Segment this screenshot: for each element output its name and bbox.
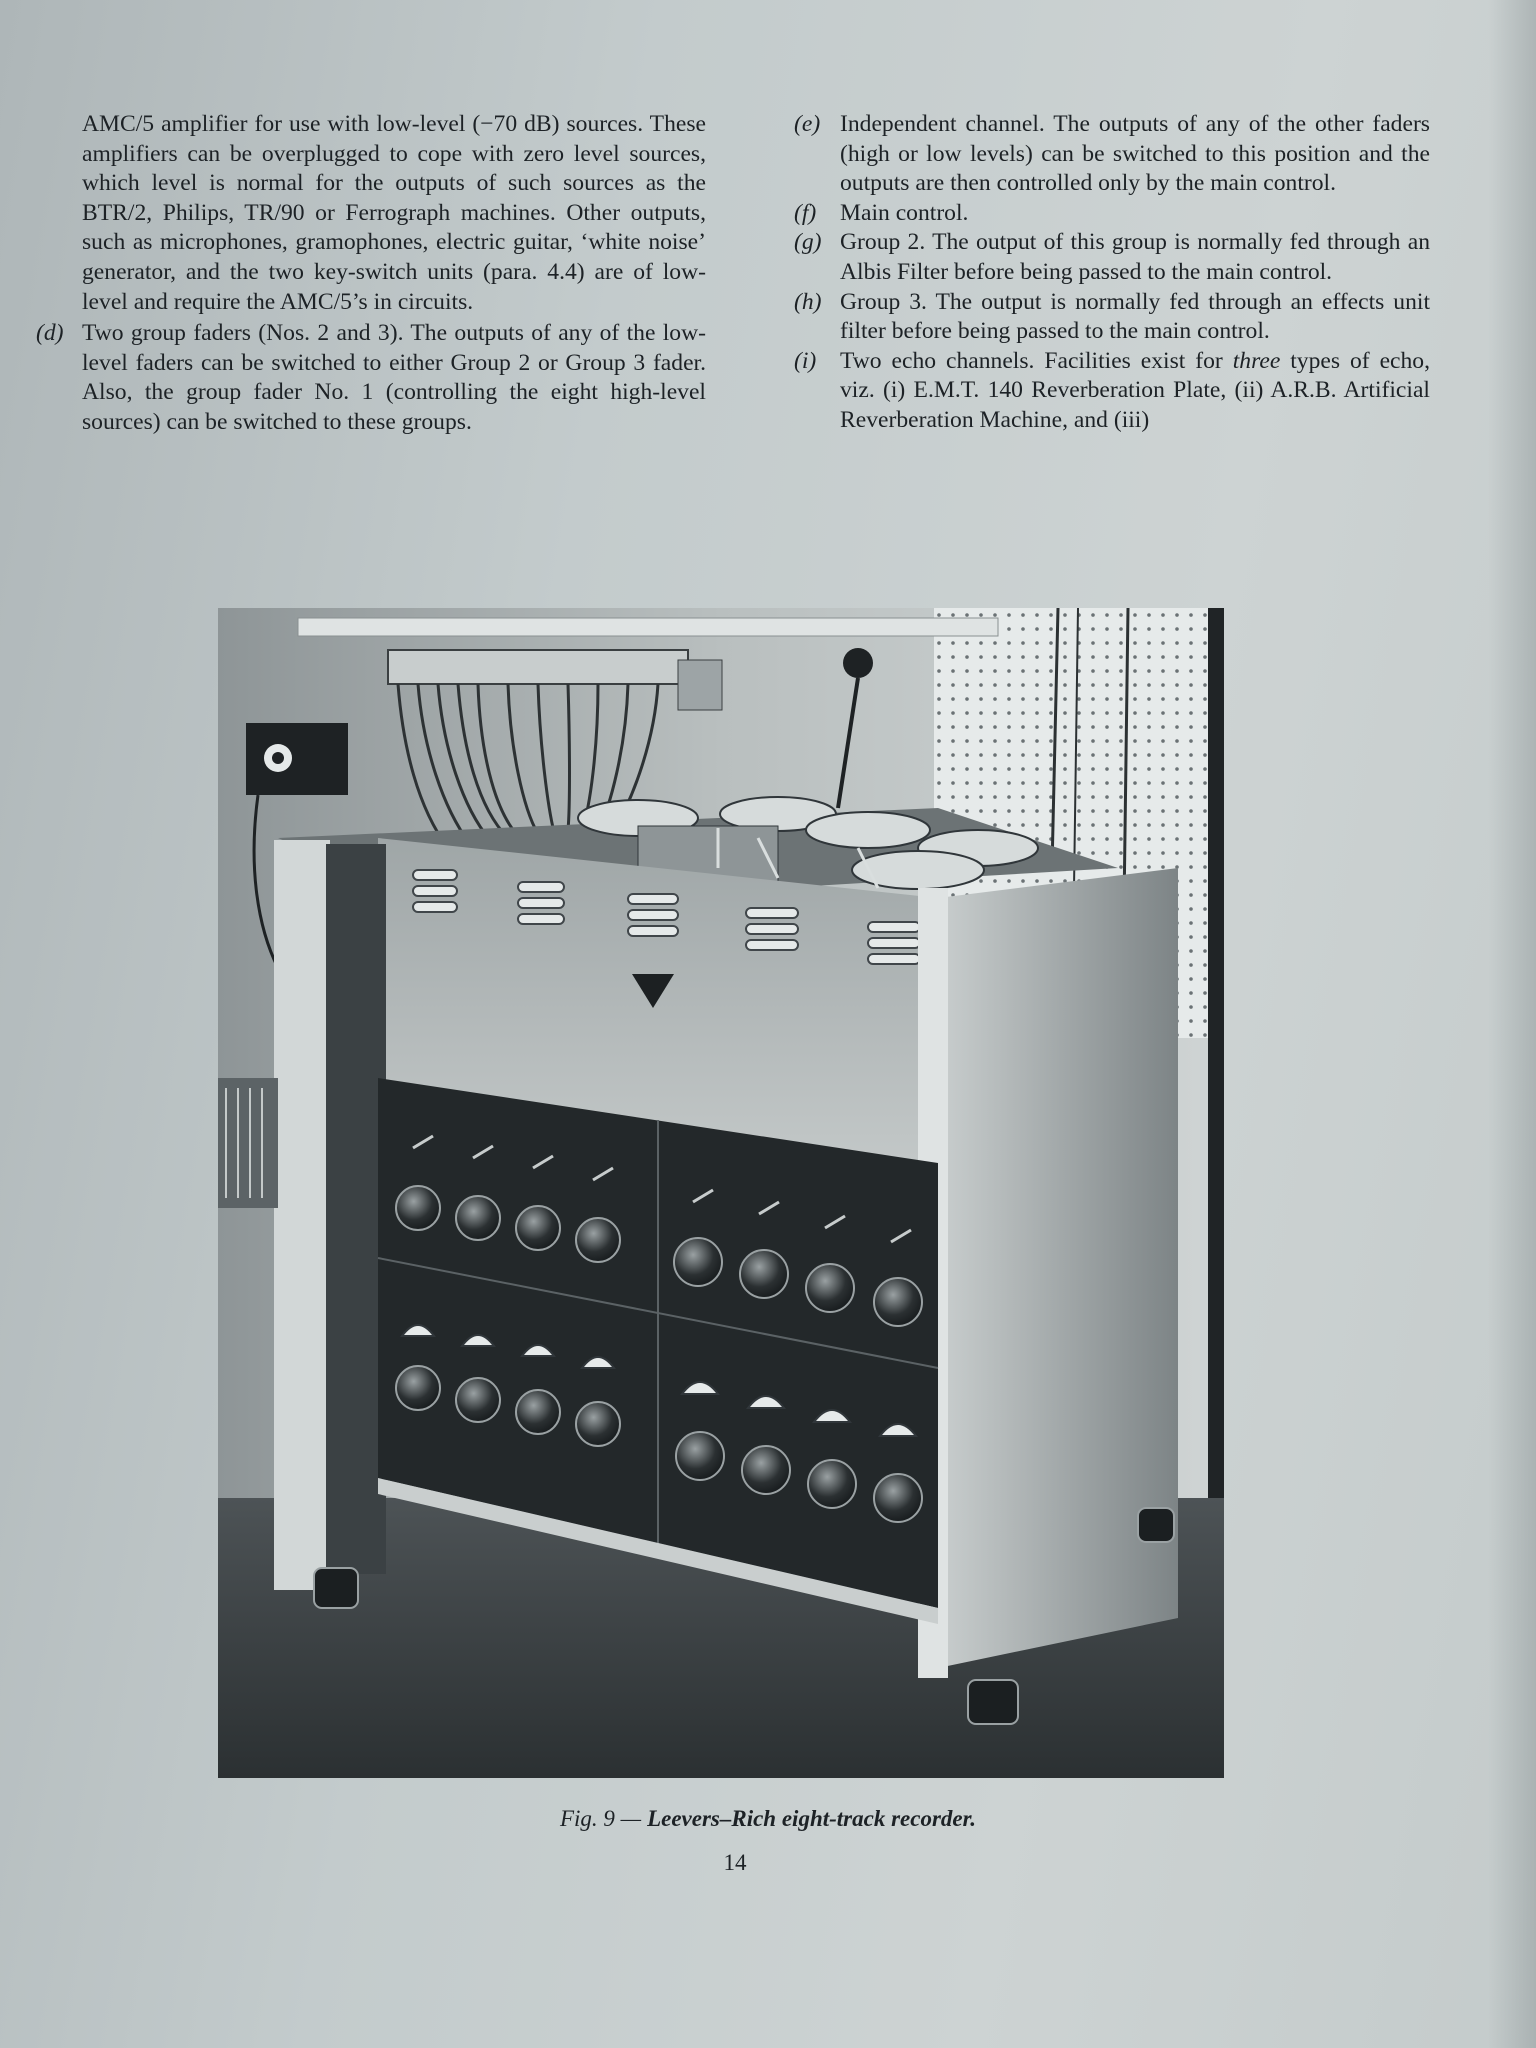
list-item-d [36, 319, 706, 437]
list-marker-i: (i) [794, 347, 817, 374]
list-marker-g: (g) [794, 229, 822, 256]
list-text-e: Independent channel. The outputs of any of the other faders (high or low levels) can be switched to this position and the outputs are then controlled only by the main control. [840, 111, 1430, 197]
list-item-f [794, 199, 1430, 229]
right-text-column [794, 110, 1430, 436]
list-item-g [794, 228, 1430, 287]
list-item-i [794, 347, 1430, 436]
list-text-f: Main control. [840, 199, 969, 226]
list-text-i-emphasis: three [1232, 347, 1281, 374]
figure-caption-text: Leevers–Rich eight-track recorder. [647, 1806, 977, 1831]
list-item-h [794, 288, 1430, 347]
figure-caption [0, 1806, 1536, 1832]
list-text-i-before: Two echo channels. Facilities exist for [840, 347, 1233, 374]
list-text-h: Group 3. The output is normally fed through an effects unit filter before being passed to the main control. [840, 288, 1430, 345]
recorder-photograph [218, 608, 1224, 1778]
list-marker-f: (f) [794, 199, 817, 226]
recorder-illustration [218, 608, 1224, 1778]
list-text-d: Two group faders (Nos. 2 and 3). The outputs of any of the low-level faders can be switched to either Group 2 or Group 3 fader. Also, the group fader No. 1 (controlling the eight high-level sources) can be switched to these groups. [82, 320, 706, 435]
list-marker-e: (e) [794, 111, 821, 137]
left-text-column [36, 110, 706, 438]
page-number: 14 [723, 1850, 747, 1875]
list-marker-d: (d) [36, 320, 64, 347]
list-item-e [794, 110, 1430, 199]
list-marker-h: (h) [794, 288, 822, 315]
page-edge-shadow [1488, 0, 1536, 2048]
list-text-g: Group 2. The output of this group is normally fed through an Albis Filter before being passed to the main control. [840, 229, 1430, 285]
intro-paragraph: AMC/5 amplifier for use with low-level (−70 dB) sources. These amplifiers can be overplugged to cope with zero level sources, which level is normal for the outputs of such sources as the BTR/2, Philips, TR/90 or Ferrograph machines. Other outputs, such as microphones, gramophones, electric guitar, ‘white noise’ generator, and the two key-switch units (para. 4.4) are of low-level and require the AMC/5’s in circuits. [82, 111, 706, 315]
list-text-i-after: types of echo, viz. (i) E.M.T. 140 Reverberation Plate, (ii) A.R.B. Artificial Reverberation Machine, and (iii) [840, 347, 1430, 433]
figure-number: Fig. 9 — [559, 1806, 642, 1831]
